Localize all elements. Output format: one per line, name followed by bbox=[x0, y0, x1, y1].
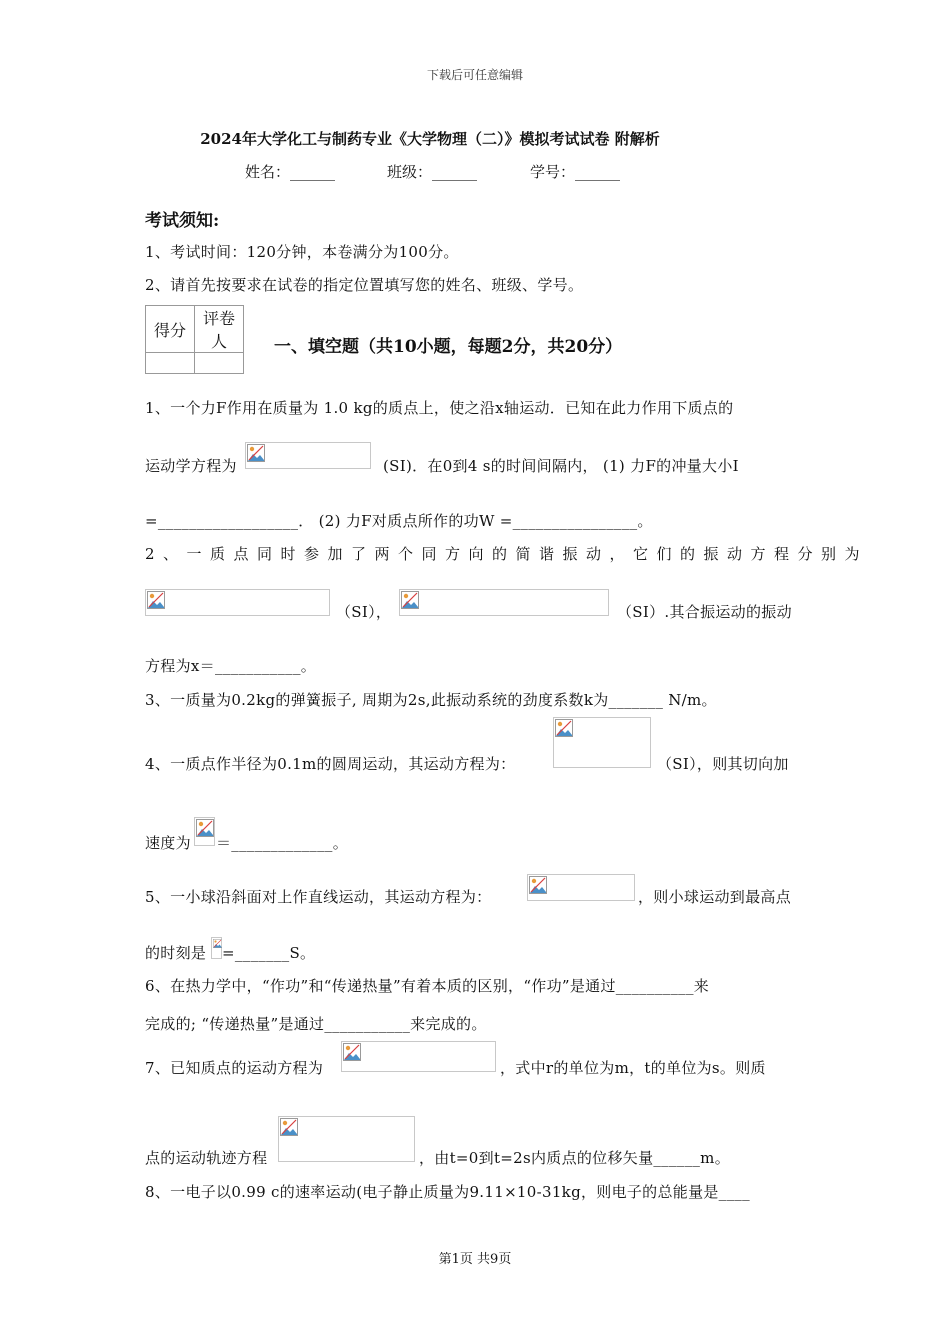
question-7-line: ，由t=0到t=2s内质点的位移矢量______m。 bbox=[419, 1149, 731, 1167]
formula-image bbox=[245, 442, 371, 469]
broken-image-icon bbox=[247, 444, 265, 462]
question-3-line: 3、一质量为0.2kg的弹簧振子, 周期为2s,此振动系统的劲度系数k为_______ N/m。 bbox=[145, 691, 717, 709]
formula-image bbox=[194, 817, 215, 846]
question-2-line: （SI）， bbox=[336, 603, 392, 621]
name-field-label: 姓名：______ bbox=[245, 163, 336, 181]
question-5-line: 的时刻是 bbox=[145, 944, 207, 962]
exam-title: 2024年大学化工与制药专业《大学物理（二）》模拟考试试卷 附解析 bbox=[200, 130, 660, 148]
score-header: 得分 bbox=[146, 306, 195, 353]
notice-item: 2、请首先按要求在试卷的指定位置填写您的姓名、班级、学号。 bbox=[145, 276, 584, 294]
formula-image bbox=[278, 1116, 415, 1162]
question-4-line: 4、一质点作半径为0.1m的圆周运动，其运动方程为： bbox=[145, 755, 516, 773]
question-6-line: 完成的; “传递热量”是通过___________来完成的。 bbox=[145, 1015, 487, 1033]
question-4-line: ＝_____________。 bbox=[216, 834, 349, 852]
notice-title: 考试须知: bbox=[145, 211, 220, 231]
formula-image bbox=[145, 589, 330, 616]
question-2-line: （SI）.其合振运动的振动 bbox=[617, 603, 792, 621]
page-number: 第1页 共9页 bbox=[438, 1252, 512, 1267]
broken-image-icon bbox=[529, 876, 547, 894]
question-5-line: =_______S。 bbox=[222, 944, 316, 962]
question-4-line: 速度为 bbox=[145, 834, 191, 852]
question-4-line: （SI），则其切向加 bbox=[657, 755, 789, 773]
reviewer-header: 评卷人 bbox=[195, 306, 244, 353]
broken-image-icon bbox=[343, 1043, 361, 1061]
formula-image bbox=[211, 937, 222, 959]
question-8-line: 8、一电子以0.99 c的速率运动(电子静止质量为9.11×10-31kg，则电子的总能量是____ bbox=[145, 1183, 750, 1201]
question-2-line: 方程为x＝___________。 bbox=[145, 657, 317, 675]
formula-image bbox=[553, 717, 651, 768]
page-header-note: 下载后可任意编辑 bbox=[426, 68, 523, 82]
question-7-line: 7、已知质点的运动方程为 bbox=[145, 1059, 324, 1077]
broken-image-icon bbox=[280, 1118, 298, 1136]
formula-image bbox=[399, 589, 609, 616]
score-cell bbox=[146, 353, 195, 374]
question-1-line: (SI)．在0到4 s的时间间隔内， (1) 力F的冲量大小I bbox=[383, 457, 739, 475]
notice-item: 1、考试时间：120分钟，本卷满分为100分。 bbox=[145, 243, 459, 261]
score-table bbox=[145, 305, 244, 374]
formula-image bbox=[341, 1041, 496, 1072]
question-2-line: 2、一质点同时参加了两个同方向的简谐振动，它们的振动方程分别为 bbox=[145, 545, 869, 563]
broken-image-icon bbox=[196, 819, 214, 837]
question-7-line: 点的运动轨迹方程 bbox=[145, 1149, 268, 1167]
question-1-line: =__________________． (2) 力F对质点所作的功W =________________。 bbox=[145, 512, 653, 530]
question-6-line: 6、在热力学中，“作功”和“传递热量”有着本质的区别，“作功”是通过__________来 bbox=[145, 977, 710, 995]
question-5-line: ，则小球运动到最高点 bbox=[638, 888, 792, 906]
formula-image bbox=[527, 874, 635, 901]
section-title: 一、填空题（共10小题，每题2分，共20分） bbox=[274, 337, 623, 357]
broken-image-icon bbox=[147, 591, 165, 609]
question-1-line: 运动学方程为 bbox=[145, 457, 237, 475]
reviewer-cell bbox=[195, 353, 244, 374]
broken-image-icon bbox=[401, 591, 419, 609]
question-1-line: 1、一个力F作用在质量为 1.0 kg的质点上，使之沿x轴运动．已知在此力作用下质点的 bbox=[145, 399, 734, 417]
student-id-field-label: 学号：______ bbox=[530, 163, 621, 181]
broken-image-icon bbox=[213, 939, 222, 948]
class-field-label: 班级：______ bbox=[387, 163, 478, 181]
question-7-line: ，式中r的单位为m，t的单位为s。则质 bbox=[500, 1059, 766, 1077]
question-5-line: 5、一小球沿斜面对上作直线运动，其运动方程为： bbox=[145, 888, 492, 906]
broken-image-icon bbox=[555, 719, 573, 737]
